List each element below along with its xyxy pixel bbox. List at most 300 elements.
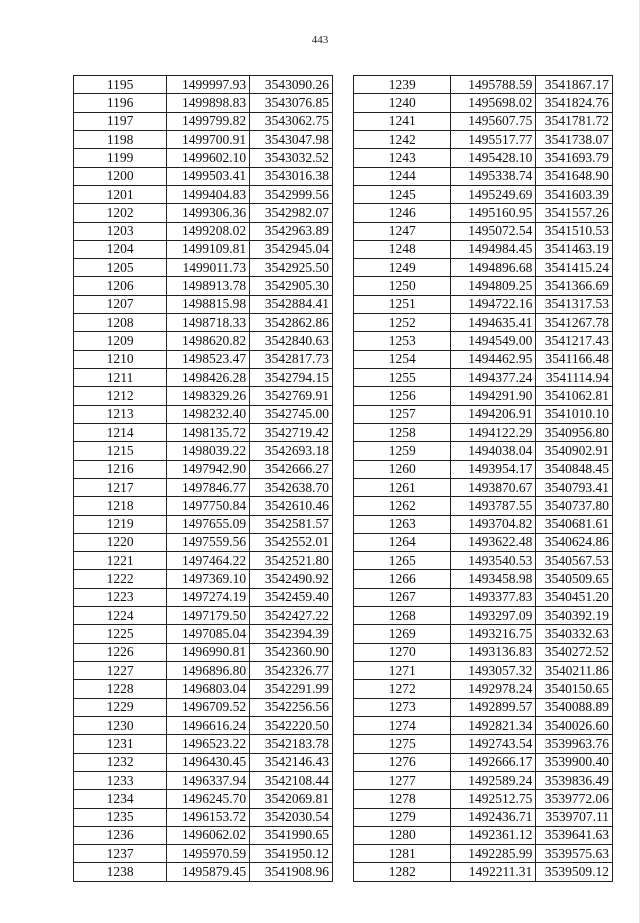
x-coordinate-cell: 1499503.41 [167,167,250,185]
x-coordinate-cell: 1495160.95 [451,204,536,222]
point-number-cell: 1247 [354,222,451,240]
y-coordinate-cell: 3541510.53 [536,222,613,240]
point-number-cell: 1236 [74,826,167,844]
y-coordinate-cell: 3542999.56 [250,185,333,203]
x-coordinate-cell: 1497085.04 [167,625,250,643]
table-row [354,185,613,203]
point-number-cell: 1269 [354,625,451,643]
x-coordinate-cell: 1493297.09 [451,607,536,625]
y-coordinate-cell: 3542291.99 [250,680,333,698]
x-coordinate-cell: 1495607.75 [451,112,536,130]
x-coordinate-cell: 1493870.67 [451,478,536,496]
x-coordinate-cell: 1494549.00 [451,332,536,350]
x-coordinate-cell: 1494809.25 [451,277,536,295]
point-number-cell: 1272 [354,680,451,698]
table-row [354,295,613,313]
x-coordinate-cell: 1492211.31 [451,863,536,881]
table-row [74,460,333,478]
point-number-cell: 1224 [74,607,167,625]
x-coordinate-cell: 1497179.50 [167,607,250,625]
x-coordinate-cell: 1498135.72 [167,423,250,441]
table-row [74,497,333,515]
x-coordinate-cell: 1492666.17 [451,753,536,771]
y-coordinate-cell: 3542256.56 [250,698,333,716]
y-coordinate-cell: 3541738.07 [536,130,613,148]
x-coordinate-cell: 1496523.22 [167,735,250,753]
y-coordinate-cell: 3542666.27 [250,460,333,478]
y-coordinate-cell: 3540681.61 [536,515,613,533]
table-row [354,167,613,185]
y-coordinate-cell: 3542963.89 [250,222,333,240]
point-number-cell: 1263 [354,515,451,533]
x-coordinate-cell: 1494291.90 [451,387,536,405]
table-row [354,680,613,698]
point-number-cell: 1280 [354,826,451,844]
x-coordinate-cell: 1498523.47 [167,350,250,368]
table-row [354,259,613,277]
y-coordinate-cell: 3542769.91 [250,387,333,405]
table-row [74,222,333,240]
y-coordinate-cell: 3543047.98 [250,130,333,148]
table-row [74,478,333,496]
y-coordinate-cell: 3539641.63 [536,826,613,844]
table-row [354,515,613,533]
y-coordinate-cell: 3542862.86 [250,314,333,332]
y-coordinate-cell: 3543032.52 [250,149,333,167]
y-coordinate-cell: 3543076.85 [250,94,333,112]
y-coordinate-cell: 3541463.19 [536,240,613,258]
table-row [354,698,613,716]
x-coordinate-cell: 1497464.22 [167,552,250,570]
y-coordinate-cell: 3542905.30 [250,277,333,295]
table-row [354,790,613,808]
x-coordinate-cell: 1498913.78 [167,277,250,295]
table-row [74,625,333,643]
point-number-cell: 1275 [354,735,451,753]
table-row [354,204,613,222]
point-number-cell: 1240 [354,94,451,112]
table-row [354,716,613,734]
point-number-cell: 1220 [74,533,167,551]
table-row [354,826,613,844]
y-coordinate-cell: 3542719.42 [250,423,333,441]
x-coordinate-cell: 1494462.95 [451,350,536,368]
x-coordinate-cell: 1496062.02 [167,826,250,844]
table-row [74,790,333,808]
point-number-cell: 1278 [354,790,451,808]
table-row [74,405,333,423]
table-row [354,222,613,240]
point-number-cell: 1253 [354,332,451,350]
table-row [74,204,333,222]
table-row [354,497,613,515]
x-coordinate-cell: 1495788.59 [451,76,536,94]
point-number-cell: 1264 [354,533,451,551]
x-coordinate-cell: 1499208.02 [167,222,250,240]
y-coordinate-cell: 3540088.89 [536,698,613,716]
point-number-cell: 1245 [354,185,451,203]
table-row [74,314,333,332]
y-coordinate-cell: 3542183.78 [250,735,333,753]
y-coordinate-cell: 3540332.63 [536,625,613,643]
x-coordinate-cell: 1493136.83 [451,643,536,661]
table-row [74,76,333,94]
point-number-cell: 1259 [354,442,451,460]
table-row [74,94,333,112]
point-number-cell: 1274 [354,716,451,734]
table-row [354,460,613,478]
point-number-cell: 1195 [74,76,167,94]
y-coordinate-cell: 3543062.75 [250,112,333,130]
x-coordinate-cell: 1494722.16 [451,295,536,313]
x-coordinate-cell: 1493704.82 [451,515,536,533]
point-number-cell: 1221 [74,552,167,570]
table-row [74,735,333,753]
y-coordinate-cell: 3541648.90 [536,167,613,185]
point-number-cell: 1243 [354,149,451,167]
x-coordinate-cell: 1498718.33 [167,314,250,332]
y-coordinate-cell: 3542521.80 [250,552,333,570]
point-number-cell: 1267 [354,588,451,606]
table-row [74,570,333,588]
x-coordinate-cell: 1496337.94 [167,771,250,789]
y-coordinate-cell: 3541062.81 [536,387,613,405]
table-row [74,130,333,148]
y-coordinate-cell: 3539836.49 [536,771,613,789]
y-coordinate-cell: 3540624.86 [536,533,613,551]
point-number-cell: 1266 [354,570,451,588]
x-coordinate-cell: 1492436.71 [451,808,536,826]
point-number-cell: 1254 [354,350,451,368]
table-row [354,332,613,350]
table-row [74,607,333,625]
table-row [354,643,613,661]
y-coordinate-cell: 3542427.22 [250,607,333,625]
x-coordinate-cell: 1496245.70 [167,790,250,808]
point-number-cell: 1265 [354,552,451,570]
y-coordinate-cell: 3541781.72 [536,112,613,130]
table-row [354,442,613,460]
y-coordinate-cell: 3541114.94 [536,369,613,387]
y-coordinate-cell: 3539575.63 [536,845,613,863]
x-coordinate-cell: 1496153.72 [167,808,250,826]
point-number-cell: 1210 [74,350,167,368]
x-coordinate-cell: 1492285.99 [451,845,536,863]
point-number-cell: 1199 [74,149,167,167]
table-row [74,845,333,863]
table-row [354,552,613,570]
y-coordinate-cell: 3540848.45 [536,460,613,478]
x-coordinate-cell: 1493954.17 [451,460,536,478]
y-coordinate-cell: 3540793.41 [536,478,613,496]
x-coordinate-cell: 1493057.32 [451,662,536,680]
y-coordinate-cell: 3540509.65 [536,570,613,588]
point-number-cell: 1201 [74,185,167,203]
point-number-cell: 1202 [74,204,167,222]
table-row [74,533,333,551]
point-number-cell: 1249 [354,259,451,277]
point-number-cell: 1226 [74,643,167,661]
point-number-cell: 1239 [354,76,451,94]
x-coordinate-cell: 1495970.59 [167,845,250,863]
point-number-cell: 1219 [74,515,167,533]
x-coordinate-cell: 1495879.45 [167,863,250,881]
table-row [354,588,613,606]
y-coordinate-cell: 3542108.44 [250,771,333,789]
x-coordinate-cell: 1495698.02 [451,94,536,112]
x-coordinate-cell: 1497942.90 [167,460,250,478]
point-number-cell: 1260 [354,460,451,478]
y-coordinate-cell: 3540211.86 [536,662,613,680]
point-number-cell: 1223 [74,588,167,606]
table-row [74,515,333,533]
point-number-cell: 1270 [354,643,451,661]
x-coordinate-cell: 1499602.10 [167,149,250,167]
x-coordinate-cell: 1498232.40 [167,405,250,423]
x-coordinate-cell: 1499898.83 [167,94,250,112]
x-coordinate-cell: 1496709.52 [167,698,250,716]
y-coordinate-cell: 3540567.53 [536,552,613,570]
point-number-cell: 1230 [74,716,167,734]
point-number-cell: 1250 [354,277,451,295]
point-number-cell: 1246 [354,204,451,222]
table-row [354,662,613,680]
point-number-cell: 1206 [74,277,167,295]
point-number-cell: 1244 [354,167,451,185]
x-coordinate-cell: 1492512.75 [451,790,536,808]
point-number-cell: 1261 [354,478,451,496]
y-coordinate-cell: 3541693.79 [536,149,613,167]
point-number-cell: 1217 [74,478,167,496]
table-row [354,369,613,387]
x-coordinate-cell: 1493787.55 [451,497,536,515]
x-coordinate-cell: 1499011.73 [167,259,250,277]
point-number-cell: 1216 [74,460,167,478]
x-coordinate-cell: 1493622.48 [451,533,536,551]
point-number-cell: 1215 [74,442,167,460]
x-coordinate-cell: 1494038.04 [451,442,536,460]
table-row [354,350,613,368]
x-coordinate-cell: 1497655.09 [167,515,250,533]
table-row [74,240,333,258]
y-coordinate-cell: 3542794.15 [250,369,333,387]
y-coordinate-cell: 3542745.00 [250,405,333,423]
table-row [354,112,613,130]
y-coordinate-cell: 3540150.65 [536,680,613,698]
x-coordinate-cell: 1498329.26 [167,387,250,405]
table-row [74,185,333,203]
point-number-cell: 1279 [354,808,451,826]
table-row [74,552,333,570]
y-coordinate-cell: 3541603.39 [536,185,613,203]
y-coordinate-cell: 3540902.91 [536,442,613,460]
x-coordinate-cell: 1494984.45 [451,240,536,258]
table-row [74,680,333,698]
point-number-cell: 1203 [74,222,167,240]
table-row [354,753,613,771]
x-coordinate-cell: 1492978.24 [451,680,536,698]
x-coordinate-cell: 1499700.91 [167,130,250,148]
point-number-cell: 1282 [354,863,451,881]
table-row [74,826,333,844]
x-coordinate-cell: 1494206.91 [451,405,536,423]
y-coordinate-cell: 3539772.06 [536,790,613,808]
x-coordinate-cell: 1497750.84 [167,497,250,515]
point-number-cell: 1242 [354,130,451,148]
x-coordinate-cell: 1499109.81 [167,240,250,258]
coordinates-table-right [353,75,613,882]
x-coordinate-cell: 1493540.53 [451,552,536,570]
y-coordinate-cell: 3541557.26 [536,204,613,222]
point-number-cell: 1258 [354,423,451,441]
table-row [74,112,333,130]
x-coordinate-cell: 1494122.29 [451,423,536,441]
coordinates-table-left [73,75,333,882]
point-number-cell: 1232 [74,753,167,771]
x-coordinate-cell: 1498620.82 [167,332,250,350]
point-number-cell: 1241 [354,112,451,130]
x-coordinate-cell: 1498039.22 [167,442,250,460]
point-number-cell: 1209 [74,332,167,350]
y-coordinate-cell: 3542610.46 [250,497,333,515]
table-row [74,167,333,185]
x-coordinate-cell: 1495072.54 [451,222,536,240]
table-row [74,643,333,661]
y-coordinate-cell: 3542360.90 [250,643,333,661]
point-number-cell: 1268 [354,607,451,625]
x-coordinate-cell: 1495428.10 [451,149,536,167]
y-coordinate-cell: 3541166.48 [536,350,613,368]
x-coordinate-cell: 1493216.75 [451,625,536,643]
point-number-cell: 1248 [354,240,451,258]
y-coordinate-cell: 3543016.38 [250,167,333,185]
x-coordinate-cell: 1492899.57 [451,698,536,716]
table-row [354,423,613,441]
y-coordinate-cell: 3541950.12 [250,845,333,863]
x-coordinate-cell: 1497369.10 [167,570,250,588]
table-row [74,808,333,826]
y-coordinate-cell: 3542459.40 [250,588,333,606]
table-row [354,845,613,863]
x-coordinate-cell: 1492743.54 [451,735,536,753]
y-coordinate-cell: 3542552.01 [250,533,333,551]
table-row [354,478,613,496]
point-number-cell: 1229 [74,698,167,716]
point-number-cell: 1213 [74,405,167,423]
table-row [354,405,613,423]
point-number-cell: 1197 [74,112,167,130]
point-number-cell: 1228 [74,680,167,698]
y-coordinate-cell: 3542693.18 [250,442,333,460]
y-coordinate-cell: 3542982.07 [250,204,333,222]
table-row [354,533,613,551]
table-row [354,240,613,258]
table-row [74,369,333,387]
table-row [354,149,613,167]
x-coordinate-cell: 1495517.77 [451,130,536,148]
page-number: 443 [311,34,329,46]
point-number-cell: 1227 [74,662,167,680]
y-coordinate-cell: 3541990.65 [250,826,333,844]
table-row [354,570,613,588]
point-number-cell: 1211 [74,369,167,387]
x-coordinate-cell: 1499799.82 [167,112,250,130]
table-row [74,716,333,734]
y-coordinate-cell: 3539900.40 [536,753,613,771]
table-row [354,76,613,94]
x-coordinate-cell: 1499404.83 [167,185,250,203]
point-number-cell: 1218 [74,497,167,515]
point-number-cell: 1198 [74,130,167,148]
x-coordinate-cell: 1496616.24 [167,716,250,734]
point-number-cell: 1281 [354,845,451,863]
x-coordinate-cell: 1496990.81 [167,643,250,661]
x-coordinate-cell: 1496803.04 [167,680,250,698]
x-coordinate-cell: 1496896.80 [167,662,250,680]
y-coordinate-cell: 3542220.50 [250,716,333,734]
x-coordinate-cell: 1499306.36 [167,204,250,222]
x-coordinate-cell: 1498815.98 [167,295,250,313]
x-coordinate-cell: 1492361.12 [451,826,536,844]
y-coordinate-cell: 3541267.78 [536,314,613,332]
point-number-cell: 1277 [354,771,451,789]
table-row [74,771,333,789]
y-coordinate-cell: 3541366.69 [536,277,613,295]
point-number-cell: 1233 [74,771,167,789]
point-number-cell: 1262 [354,497,451,515]
table-row [354,625,613,643]
table-row [354,314,613,332]
y-coordinate-cell: 3542490.92 [250,570,333,588]
y-coordinate-cell: 3540272.52 [536,643,613,661]
table-row [74,698,333,716]
table-row [74,863,333,881]
y-coordinate-cell: 3539509.12 [536,863,613,881]
table-row [74,149,333,167]
x-coordinate-cell: 1494896.68 [451,259,536,277]
table-row [354,607,613,625]
x-coordinate-cell: 1498426.28 [167,369,250,387]
point-number-cell: 1231 [74,735,167,753]
y-coordinate-cell: 3542638.70 [250,478,333,496]
y-coordinate-cell: 3541317.53 [536,295,613,313]
x-coordinate-cell: 1497846.77 [167,478,250,496]
table-row [74,442,333,460]
x-coordinate-cell: 1493377.83 [451,588,536,606]
table-row [74,277,333,295]
point-number-cell: 1200 [74,167,167,185]
y-coordinate-cell: 3540026.60 [536,716,613,734]
table-row [74,662,333,680]
point-number-cell: 1276 [354,753,451,771]
x-coordinate-cell: 1492589.24 [451,771,536,789]
table-row [354,130,613,148]
point-number-cell: 1238 [74,863,167,881]
table-row [354,277,613,295]
y-coordinate-cell: 3542817.73 [250,350,333,368]
point-number-cell: 1208 [74,314,167,332]
y-coordinate-cell: 3542146.43 [250,753,333,771]
point-number-cell: 1235 [74,808,167,826]
table-row [74,753,333,771]
point-number-cell: 1251 [354,295,451,313]
point-number-cell: 1204 [74,240,167,258]
point-number-cell: 1255 [354,369,451,387]
y-coordinate-cell: 3542326.77 [250,662,333,680]
table-row [74,588,333,606]
y-coordinate-cell: 3542030.54 [250,808,333,826]
x-coordinate-cell: 1492821.34 [451,716,536,734]
